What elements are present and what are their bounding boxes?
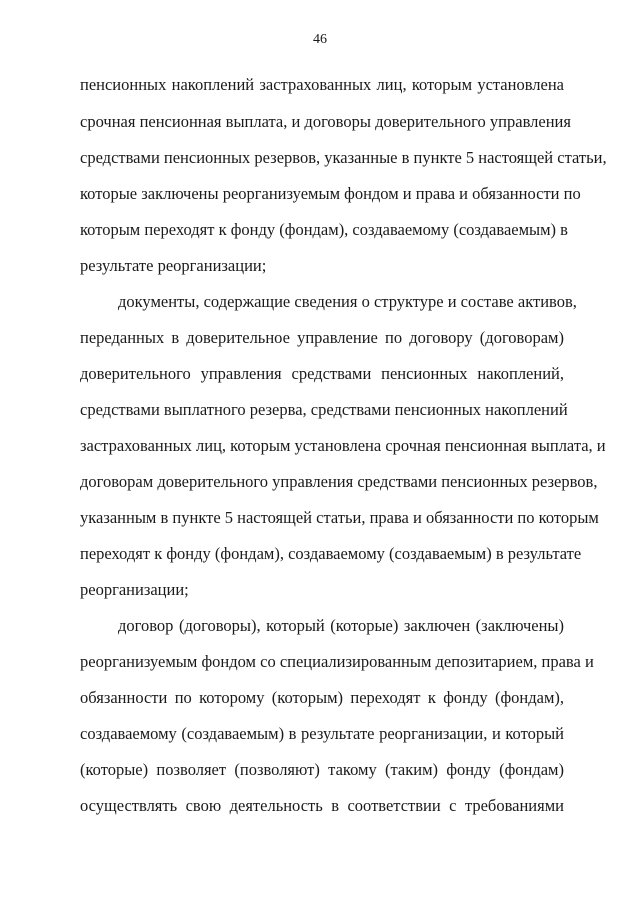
text-line: пенсионных накоплений застрахованных лиц, которым установлена (80, 75, 564, 94)
text-line: реорганизации; (80, 580, 189, 599)
text-line: договорам доверительного управления средствами пенсионных резервов, (80, 472, 598, 491)
text-line: которые заключены реорганизуемым фондом и права и обязанности по (80, 184, 581, 203)
text-line: которым переходят к фонду (фондам), создаваемому (создаваемым) в (80, 220, 568, 239)
text-line: осуществлять свою деятельность в соответствии с требованиями (80, 796, 564, 815)
text-line: обязанности по которому (которым) переходят к фонду (фондам), (80, 688, 564, 707)
text-line: указанным в пункте 5 настоящей статьи, права и обязанности по которым (80, 508, 599, 527)
text-line: (которые) позволяет (позволяют) такому (таким) фонду (фондам) (80, 760, 564, 779)
text-line: создаваемому (создаваемым) в результате реорганизации, и который (80, 724, 564, 743)
text-line: средствами пенсионных резервов, указанные в пункте 5 настоящей статьи, (80, 148, 607, 167)
text-line: переходят к фонду (фондам), создаваемому (создаваемым) в результате (80, 544, 582, 563)
text-line: документы, содержащие сведения о структуре и составе активов, (118, 292, 577, 311)
text-line: срочная пенсионная выплата, и договоры доверительного управления (80, 112, 571, 131)
text-line: договор (договоры), который (которые) заключен (заключены) (118, 616, 564, 635)
text-line: результате реорганизации; (80, 256, 267, 275)
text-line: переданных в доверительное управление по договору (договорам) (80, 328, 564, 347)
text-line: реорганизуемым фондом со специализированным депозитарием, права и (80, 652, 594, 671)
page-number: 46 (313, 32, 327, 47)
text-line: доверительного управления средствами пенсионных накоплений, (80, 364, 564, 383)
text-line: средствами выплатного резерва, средствами пенсионных накоплений (80, 400, 568, 419)
text-line: застрахованных лиц, которым установлена срочная пенсионная выплата, и (80, 436, 606, 455)
